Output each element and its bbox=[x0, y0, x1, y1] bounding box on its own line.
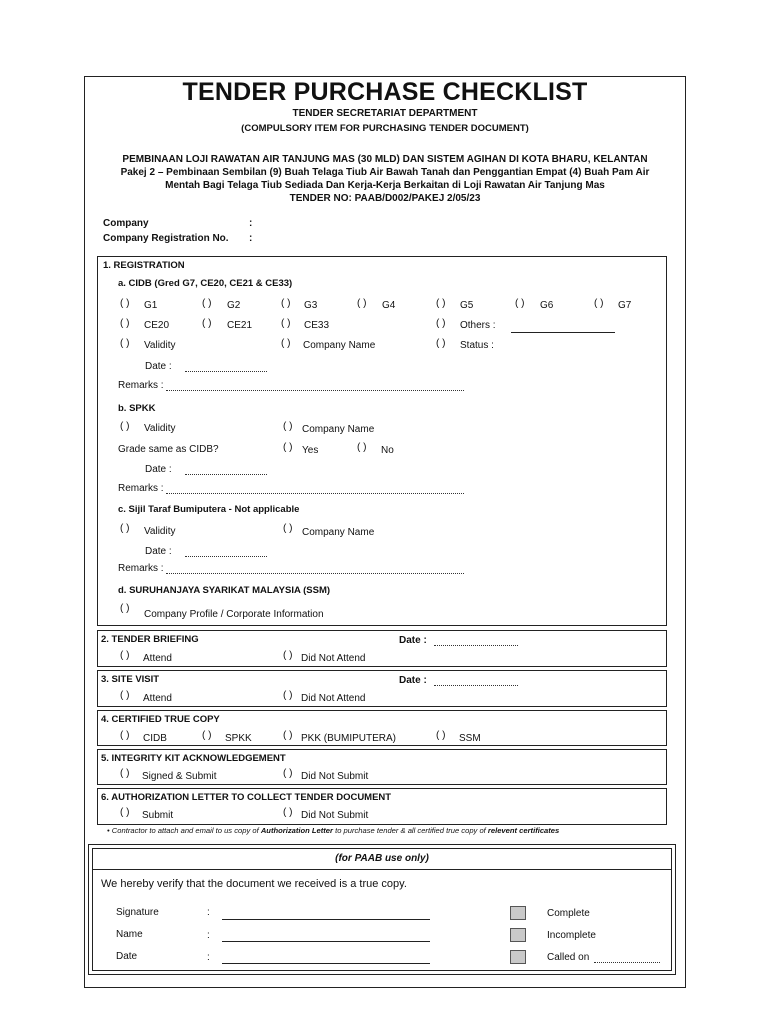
spkk-date-field[interactable] bbox=[185, 465, 267, 475]
compulsory-note: (COMPULSORY ITEM FOR PURCHASING TENDER DOCUMENT) bbox=[241, 123, 529, 134]
company-reg-label: Company Registration No. bbox=[103, 233, 229, 244]
certified-copy-heading: 4. CERTIFIED TRUE COPY bbox=[101, 714, 220, 725]
checkbox-spkk-validity[interactable]: ( ) bbox=[120, 421, 130, 432]
briefing-heading: 2. TENDER BRIEFING bbox=[101, 634, 199, 645]
grade-g7-label: G7 bbox=[618, 300, 632, 311]
checkbox-g3[interactable]: ( ) bbox=[281, 298, 291, 309]
footnote-text-1: Contractor to attach and email to us copy of bbox=[111, 826, 259, 835]
sijil-validity-label: Validity bbox=[144, 526, 176, 537]
sijil-heading: c. Sijil Taraf Bumiputera - Not applicable bbox=[118, 504, 300, 515]
site-visit-date-label: Date : bbox=[399, 675, 427, 686]
incomplete-checkbox[interactable] bbox=[510, 928, 526, 942]
ctc-ssm-label: SSM bbox=[459, 733, 481, 744]
spkk-remarks-label: Remarks : bbox=[118, 483, 164, 494]
checkbox-auth-not-submit[interactable]: ( ) bbox=[283, 807, 293, 818]
checkbox-g2[interactable]: ( ) bbox=[202, 298, 212, 309]
ce33-label: CE33 bbox=[304, 320, 330, 331]
footnote-bullet: • bbox=[107, 826, 110, 835]
others-input-line[interactable] bbox=[511, 332, 615, 333]
grade-g1-label: G1 bbox=[144, 300, 158, 311]
others-label: Others : bbox=[460, 320, 496, 331]
checkbox-ctc-ssm[interactable]: ( ) bbox=[436, 730, 446, 741]
checkbox-ctc-cidb[interactable]: ( ) bbox=[120, 730, 130, 741]
authorization-heading: 6. AUTHORIZATION LETTER TO COLLECT TENDER DOCUMENT bbox=[101, 792, 392, 803]
auth-submit-label: Submit bbox=[142, 810, 174, 821]
ssm-profile-label: Company Profile / Corporate Information bbox=[144, 609, 324, 620]
grade-g3-label: G3 bbox=[304, 300, 318, 311]
registration-heading: 1. REGISTRATION bbox=[103, 260, 185, 271]
checkbox-briefing-attend[interactable]: ( ) bbox=[120, 650, 130, 661]
checkbox-site-attend[interactable]: ( ) bbox=[120, 690, 130, 701]
signature-colon: : bbox=[207, 907, 210, 918]
ssm-heading: d. SURUHANJAYA SYARIKAT MALAYSIA (SSM) bbox=[118, 585, 331, 596]
cidb-status-label: Status : bbox=[460, 340, 494, 351]
checkbox-ctc-spkk[interactable]: ( ) bbox=[202, 730, 212, 741]
checkbox-g5[interactable]: ( ) bbox=[436, 298, 446, 309]
called-on-label: Called on bbox=[547, 952, 590, 963]
sijil-date-field[interactable] bbox=[185, 547, 267, 557]
date-colon: : bbox=[207, 952, 210, 963]
signature-label: Signature bbox=[116, 907, 159, 918]
checkbox-g1[interactable]: ( ) bbox=[120, 298, 130, 309]
checkbox-site-not-attend[interactable]: ( ) bbox=[283, 690, 293, 701]
spkk-grade-same-label: Grade same as CIDB? bbox=[118, 444, 219, 455]
form-title: TENDER PURCHASE CHECKLIST bbox=[182, 78, 588, 106]
sijil-company-name-label: Company Name bbox=[302, 527, 375, 538]
site-visit-date-field[interactable] bbox=[434, 676, 518, 686]
spkk-no-label: No bbox=[381, 445, 394, 456]
footnote bbox=[107, 826, 559, 835]
sijil-remarks-label: Remarks : bbox=[118, 563, 164, 574]
site-visit-heading: 3. SITE VISIT bbox=[101, 674, 160, 685]
cidb-date-label: Date : bbox=[145, 361, 172, 372]
ctc-spkk-label: SPKK bbox=[225, 733, 252, 744]
checkbox-sijil-company-name[interactable]: ( ) bbox=[283, 523, 293, 534]
checkbox-spkk-company-name[interactable]: ( ) bbox=[283, 421, 293, 432]
paab-verify-text: We hereby verify that the document we received is a true copy. bbox=[101, 878, 407, 890]
checkbox-auth-submit[interactable]: ( ) bbox=[120, 807, 130, 818]
name-label: Name bbox=[116, 929, 143, 940]
company-label: Company bbox=[103, 218, 149, 229]
grade-g4-label: G4 bbox=[382, 300, 396, 311]
cidb-heading: a. CIDB (Gred G7, CE20, CE21 & CE33) bbox=[118, 278, 293, 289]
checkbox-integrity-signed[interactable]: ( ) bbox=[120, 768, 130, 779]
department: TENDER SECRETARIAT DEPARTMENT bbox=[292, 108, 478, 119]
spkk-yes-label: Yes bbox=[302, 445, 319, 456]
cidb-remarks-label: Remarks : bbox=[118, 380, 164, 391]
checkbox-ce20[interactable]: ( ) bbox=[120, 318, 130, 329]
checkbox-ce33[interactable]: ( ) bbox=[281, 318, 291, 329]
footnote-authorization-letter: Authorization Letter bbox=[260, 826, 333, 835]
cidb-validity-label: Validity bbox=[144, 340, 176, 351]
date-line[interactable] bbox=[222, 963, 430, 964]
checkbox-spkk-yes[interactable]: ( ) bbox=[283, 442, 293, 453]
spkk-heading: b. SPKK bbox=[118, 403, 156, 414]
checkbox-briefing-not-attend[interactable]: ( ) bbox=[283, 650, 293, 661]
company-reg-colon: : bbox=[249, 233, 253, 244]
cidb-remarks-field[interactable] bbox=[166, 381, 464, 391]
complete-checkbox[interactable] bbox=[510, 906, 526, 920]
ctc-cidb-label: CIDB bbox=[143, 733, 167, 744]
spkk-date-label: Date : bbox=[145, 464, 172, 475]
footnote-relevant-certificates: relevent certificates bbox=[487, 826, 560, 835]
spkk-validity-label: Validity bbox=[144, 423, 176, 434]
checkbox-cidb-validity[interactable]: ( ) bbox=[120, 338, 130, 349]
checkbox-ctc-pkk[interactable]: ( ) bbox=[283, 730, 293, 741]
ce21-label: CE21 bbox=[227, 320, 253, 331]
checkbox-ssm-profile[interactable]: ( ) bbox=[120, 603, 130, 614]
spkk-company-name-label: Company Name bbox=[302, 424, 375, 435]
briefing-date-label: Date : bbox=[399, 635, 427, 646]
checkbox-g4[interactable]: ( ) bbox=[357, 298, 367, 309]
site-attend-label: Attend bbox=[143, 693, 172, 704]
called-on-field[interactable] bbox=[594, 953, 660, 963]
company-colon: : bbox=[249, 218, 253, 229]
briefing-not-attend-label: Did Not Attend bbox=[301, 653, 366, 664]
date-label: Date bbox=[116, 951, 138, 962]
called-on-checkbox[interactable] bbox=[510, 950, 526, 964]
briefing-date-field[interactable] bbox=[434, 636, 518, 646]
name-line[interactable] bbox=[222, 941, 430, 942]
project-line-2: Pakej 2 – Pembinaan Sembilan (9) Buah Telaga Tiub Air Bawah Tanah dan Penggantian Empat (4) Buah Pam Air bbox=[120, 167, 650, 178]
checkbox-integrity-not-submit[interactable]: ( ) bbox=[283, 768, 293, 779]
footnote-text-2: to purchase tender & all certified true copy of bbox=[335, 826, 486, 835]
cidb-company-name-label: Company Name bbox=[303, 340, 376, 351]
paab-heading: (for PAAB use only) bbox=[335, 853, 429, 864]
checkbox-spkk-no[interactable]: ( ) bbox=[357, 442, 367, 453]
complete-label: Complete bbox=[547, 908, 590, 919]
grade-g2-label: G2 bbox=[227, 300, 241, 311]
spkk-remarks-field[interactable] bbox=[166, 484, 464, 494]
sijil-remarks-field[interactable] bbox=[166, 564, 464, 574]
site-not-attend-label: Did Not Attend bbox=[301, 693, 366, 704]
integrity-heading: 5. INTEGRITY KIT ACKNOWLEDGEMENT bbox=[101, 753, 286, 764]
ce20-label: CE20 bbox=[144, 320, 170, 331]
project-line-3: Mentah Bagi Telaga Tiub Sediada Dan Kerja-Kerja Berkaitan di Loji Rawatan Air Tanjung Mas bbox=[165, 180, 605, 191]
integrity-signed-label: Signed & Submit bbox=[142, 771, 217, 782]
paab-divider bbox=[92, 869, 672, 870]
auth-not-submit-label: Did Not Submit bbox=[301, 810, 369, 821]
checkbox-ce21[interactable]: ( ) bbox=[202, 318, 212, 329]
checkbox-others[interactable]: ( ) bbox=[436, 318, 446, 329]
grade-g6-label: G6 bbox=[540, 300, 554, 311]
checkbox-g7[interactable]: ( ) bbox=[594, 298, 604, 309]
cidb-date-field[interactable] bbox=[185, 362, 267, 372]
integrity-not-submit-label: Did Not Submit bbox=[301, 771, 369, 782]
name-colon: : bbox=[207, 930, 210, 941]
incomplete-label: Incomplete bbox=[547, 930, 596, 941]
checkbox-cidb-status[interactable]: ( ) bbox=[436, 338, 446, 349]
checkbox-sijil-validity[interactable]: ( ) bbox=[120, 523, 130, 534]
grade-g5-label: G5 bbox=[460, 300, 474, 311]
checkbox-cidb-company-name[interactable]: ( ) bbox=[281, 338, 291, 349]
site-visit-section bbox=[97, 670, 667, 707]
project-line-1: PEMBINAAN LOJI RAWATAN AIR TANJUNG MAS (30 MLD) DAN SISTEM AGIHAN DI KOTA BHARU, KELANTAN bbox=[122, 154, 648, 165]
briefing-attend-label: Attend bbox=[143, 653, 172, 664]
ctc-pkk-label: PKK (BUMIPUTERA) bbox=[301, 733, 397, 744]
checkbox-g6[interactable]: ( ) bbox=[515, 298, 525, 309]
sijil-date-label: Date : bbox=[145, 546, 172, 557]
signature-line[interactable] bbox=[222, 919, 430, 920]
tender-number: TENDER NO: PAAB/D002/PAKEJ 2/05/23 bbox=[289, 193, 481, 204]
